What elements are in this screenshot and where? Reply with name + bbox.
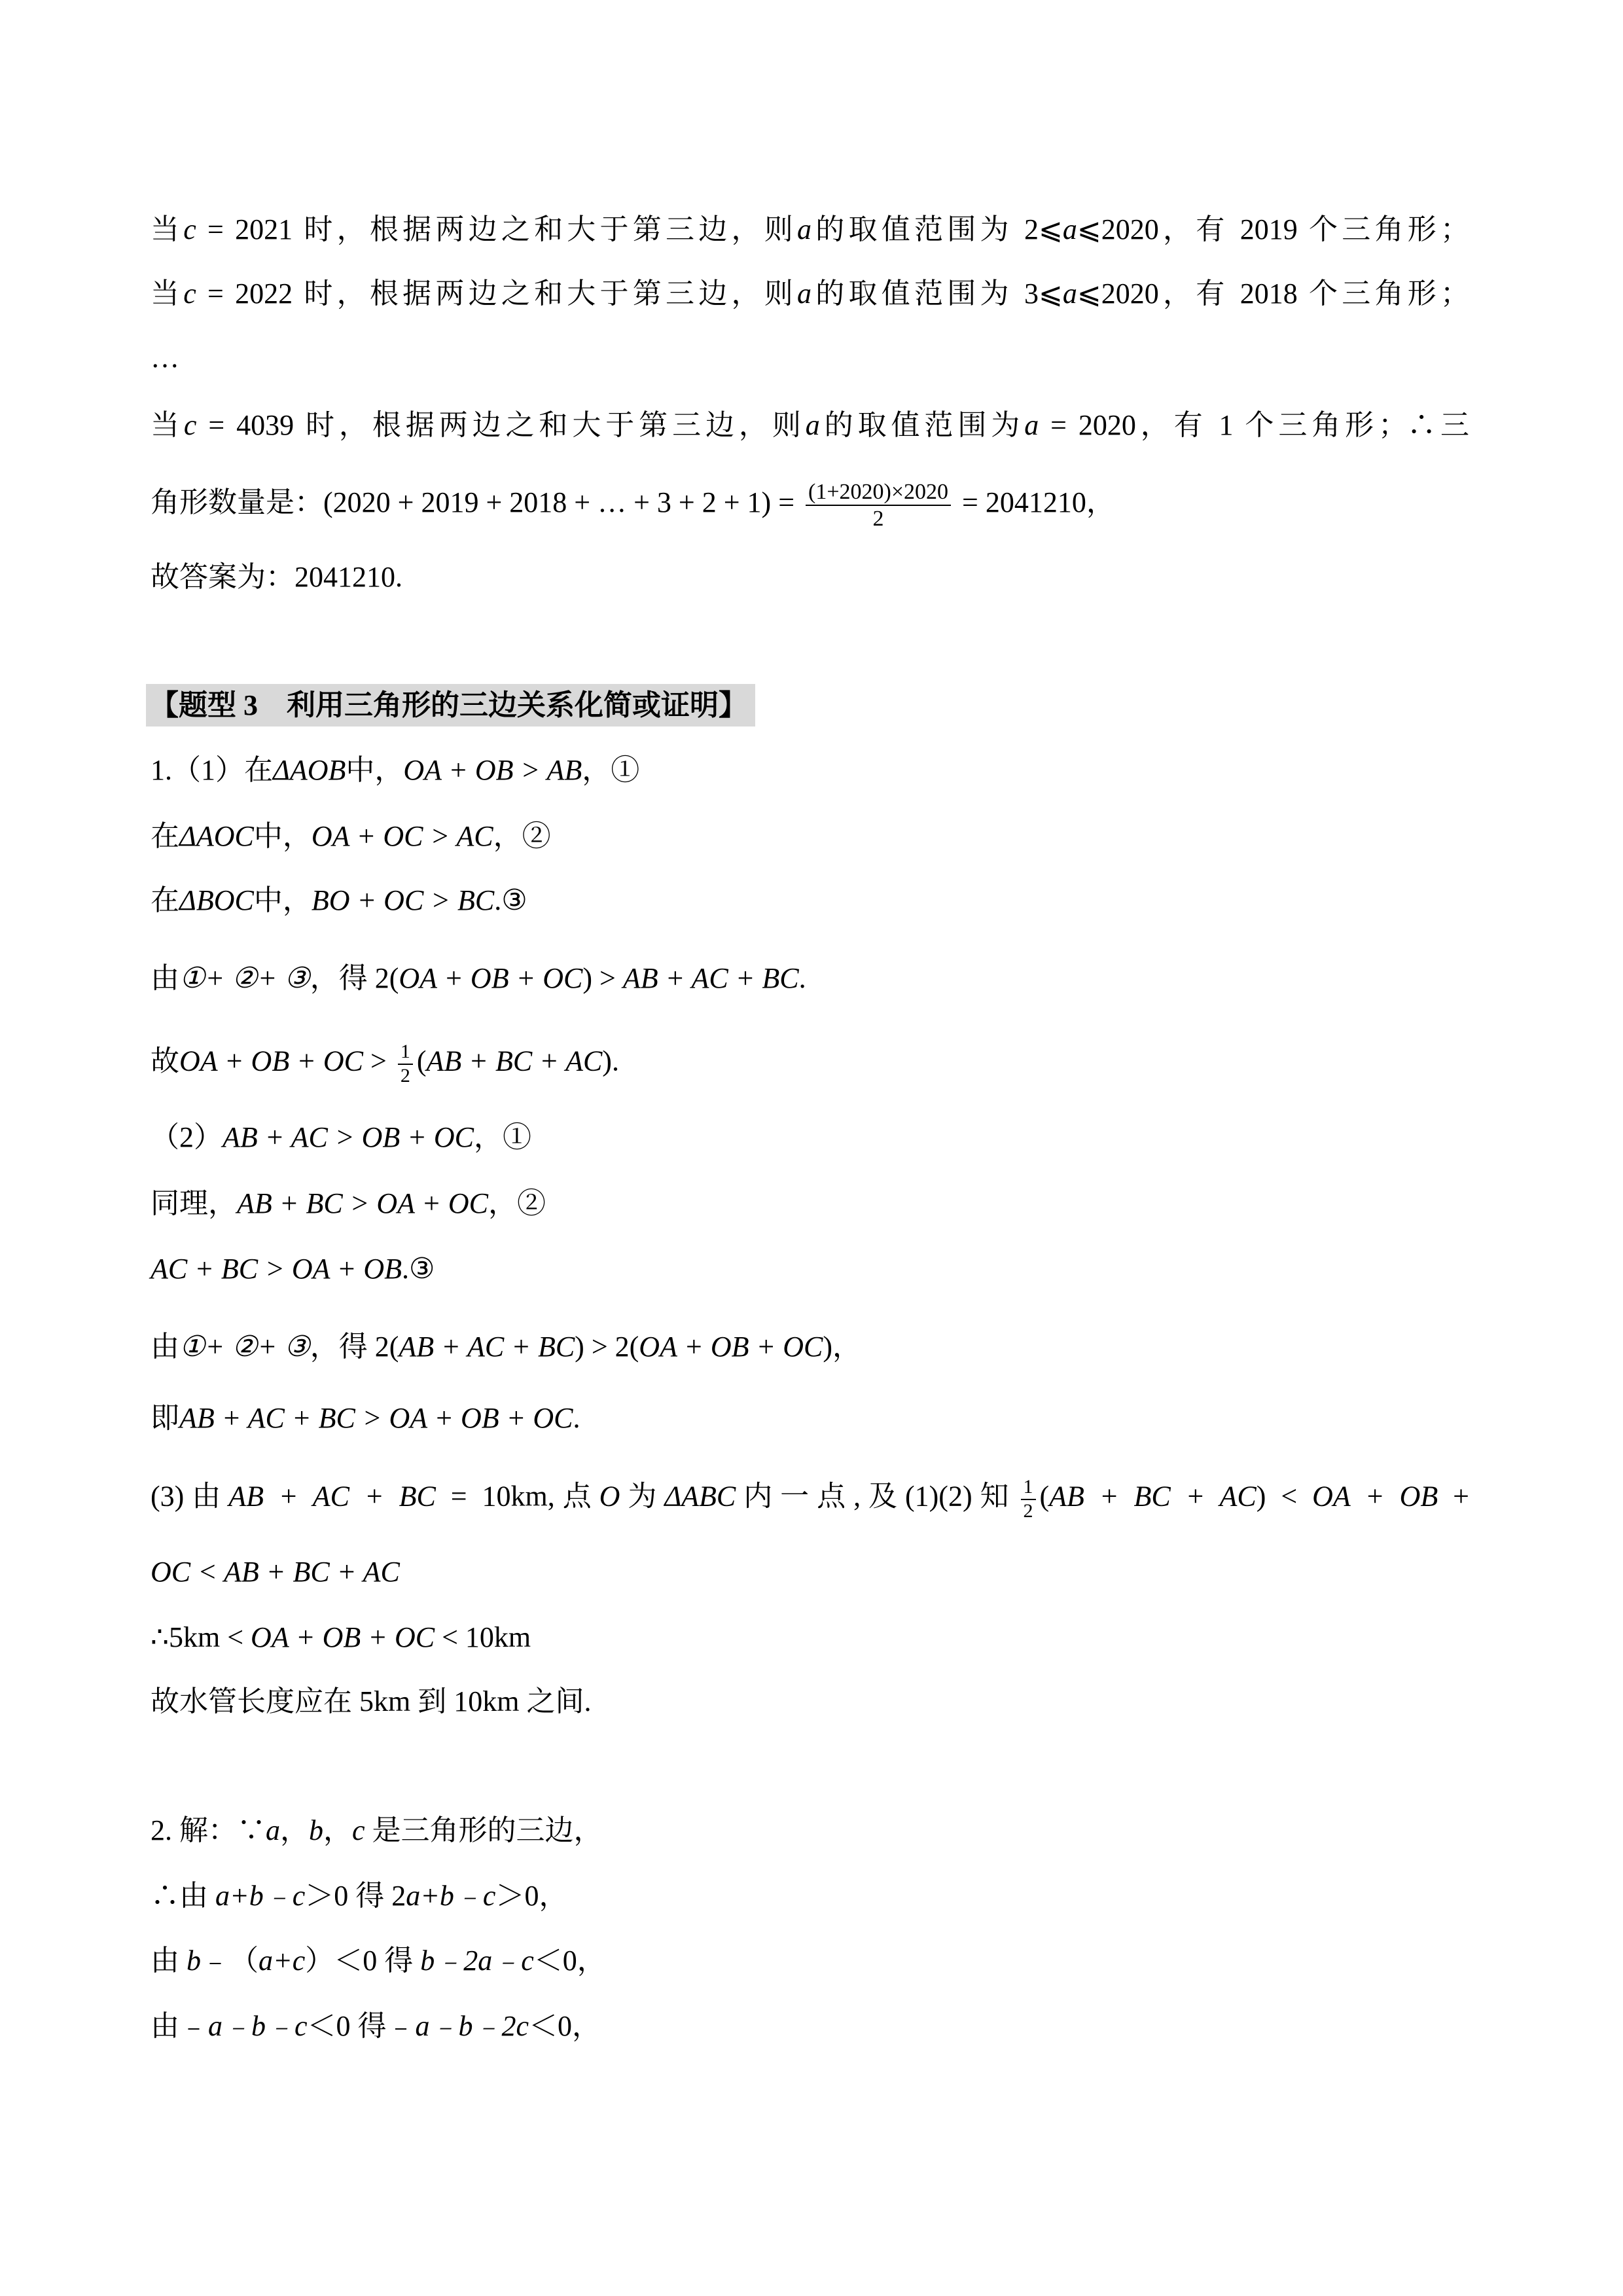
solution-line <box>151 881 527 920</box>
math-expr: OA + OB + OC <box>399 962 583 994</box>
math-expr: OA + OB + OC <box>179 1045 364 1077</box>
math-expr: BO + OC > BC <box>311 884 495 916</box>
math-expr: a+b﹣c <box>215 1880 306 1912</box>
text-run: < 10km <box>435 1621 531 1653</box>
text-run: ， <box>323 1814 352 1846</box>
conclusion-line <box>151 1682 591 1721</box>
text-run: 2. 解：∵ <box>151 1814 266 1846</box>
solution-line <box>151 1941 606 1981</box>
solution-line <box>151 479 1115 531</box>
text-run: ， <box>280 1814 309 1846</box>
text-run: 在 <box>151 820 179 852</box>
solution-line <box>151 1399 580 1438</box>
fraction-numerator: (1+2020)×2020 <box>806 479 951 506</box>
text-run: ∴由 <box>151 1880 215 1912</box>
text-run: .③ <box>494 884 527 916</box>
math-expr: a <box>266 1814 280 1846</box>
section-heading: 【题型 3 利用三角形的三边关系化简或证明】 <box>146 684 755 726</box>
solution-line <box>151 2007 601 2046</box>
math-expr: b <box>187 1945 201 1977</box>
solution-line <box>151 1552 400 1592</box>
fraction-denominator: 2 <box>400 1064 410 1086</box>
math-expr: OA + OB + OC <box>251 1621 435 1653</box>
text-run: ＜0 得﹣ <box>307 2010 416 2042</box>
math-expr: ①+ ②+ ③ <box>179 1331 310 1363</box>
solution-line <box>151 751 639 790</box>
text-run: … <box>151 342 179 374</box>
math-expr: c <box>183 278 196 310</box>
text-run: 当 <box>151 213 184 245</box>
text-run: 是三角形的三边， <box>365 1814 603 1846</box>
text-run: ，② <box>488 1187 546 1219</box>
solution-line <box>151 1811 603 1850</box>
text-run: . <box>798 962 806 994</box>
text-run: 由﹣ <box>151 2010 208 2042</box>
math-expr: OA + OC > AC <box>311 820 493 852</box>
text-run: ＜0， <box>529 2010 601 2042</box>
math-expr: OA + OB <box>1312 1480 1438 1513</box>
text-run: + <box>1438 1480 1469 1513</box>
solution-line <box>151 1041 619 1086</box>
math-expr: AB + BC > OA + OC <box>237 1187 489 1219</box>
math-expr: c <box>183 213 196 245</box>
text-run: ) > <box>582 962 623 994</box>
math-expr: AB + BC + AC <box>1049 1480 1257 1513</box>
solution-line <box>151 1618 531 1657</box>
text-run: 同理， <box>151 1187 237 1219</box>
math-expr: c <box>183 409 197 441</box>
math-expr: AB + BC + AC <box>426 1045 603 1077</box>
text-run: ，② <box>493 820 551 852</box>
text-run: ，得 2( <box>310 962 399 994</box>
text-run: )， <box>823 1331 861 1363</box>
math-expr: AC + BC > OA + OB <box>151 1253 402 1285</box>
math-expr: AB + AC > OB + OC <box>223 1121 474 1153</box>
ellipsis-line <box>151 338 179 378</box>
text-run: ⩽2020，有 2019 个三角形； <box>1077 213 1469 245</box>
text-run: 1.（1）在 <box>151 754 273 786</box>
math-expr: AB + AC + BC <box>399 1331 575 1363</box>
text-run: 由 <box>151 1331 179 1363</box>
text-run: = 2022 时，根据两边之和大于第三边，则 <box>196 278 798 310</box>
text-run: 为 <box>620 1480 665 1513</box>
text-run: = 2020，有 1 个三角形；∴三 <box>1039 409 1469 441</box>
text-run: 故 <box>151 1045 179 1077</box>
text-run: 中， <box>253 884 312 916</box>
fraction <box>1021 1476 1036 1522</box>
text-run: 当 <box>151 409 184 441</box>
solution-line <box>151 1118 531 1157</box>
text-run: 故答案为：2041210. <box>151 561 402 593</box>
text-run: 当 <box>151 278 184 310</box>
text-run: 的取值范围为 <box>819 409 1025 441</box>
math-expr: c <box>352 1814 365 1846</box>
text-run: ﹣（ <box>201 1945 259 1977</box>
text-run: ∴5km < <box>151 1621 251 1653</box>
math-expr: ΔAOB <box>273 754 346 786</box>
math-expr: OA + OB + OC <box>639 1331 823 1363</box>
text-run: ⩽2020，有 2018 个三角形； <box>1077 278 1469 310</box>
text-run: 内一点,及(1)(2)知 <box>736 1480 1017 1513</box>
solution-line <box>151 1184 546 1223</box>
solution-line <box>151 1327 861 1367</box>
math-expr: a+c <box>259 1945 306 1977</box>
solution-line <box>151 406 1469 445</box>
fraction <box>398 1041 413 1087</box>
text-run: ，得 2( <box>310 1331 399 1363</box>
text-run: . <box>573 1402 580 1434</box>
math-expr: AB + AC + BC <box>622 962 799 994</box>
text-run: ，① <box>582 754 640 786</box>
text-run: ) > 2( <box>575 1331 639 1363</box>
text-run: ) < <box>1256 1480 1313 1513</box>
text-run: 由 <box>151 1945 187 1977</box>
solution-line <box>151 959 806 998</box>
text-run: = 2041210， <box>955 486 1115 519</box>
text-run: 由 <box>151 962 179 994</box>
math-expr: a﹣b﹣c <box>208 2010 308 2042</box>
solution-line <box>151 817 551 856</box>
math-expr: ΔABC <box>664 1480 736 1513</box>
text-run: ＞0， <box>495 1880 568 1912</box>
math-expr: AB + AC + BC > OA + OB + OC <box>179 1402 573 1434</box>
math-expr: ①+ ②+ ③ <box>179 962 310 994</box>
text-run: = 4039 时，根据两边之和大于第三边，则 <box>196 409 806 441</box>
text-run: ( <box>1039 1480 1050 1513</box>
text-run: = 2021 时，根据两边之和大于第三边，则 <box>196 213 798 245</box>
fraction-numerator: 1 <box>1021 1476 1036 1500</box>
fraction-numerator: 1 <box>398 1041 413 1065</box>
fraction-denominator: 2 <box>872 507 884 531</box>
text-run: （2） <box>151 1121 223 1153</box>
text-run: 中， <box>253 820 312 852</box>
math-expr: O <box>599 1480 620 1513</box>
solution-line <box>151 274 1469 314</box>
text-run: = 10km,点 <box>435 1480 599 1513</box>
math-expr: AB + AC + BC <box>228 1480 436 1513</box>
text-run: ，① <box>474 1121 532 1153</box>
text-run: ). <box>602 1045 619 1077</box>
text-run: 即 <box>151 1402 179 1434</box>
text-run: ＞0 得 2 <box>305 1880 406 1912</box>
math-expr: ΔAOC <box>179 820 254 852</box>
math-expr: a <box>805 409 820 441</box>
text-run: 的取值范围为 2⩽ <box>812 213 1063 245</box>
math-expr: a <box>797 278 812 310</box>
math-expr: OA + OB > AB <box>403 754 582 786</box>
math-expr: a﹣b﹣2c <box>415 2010 529 2042</box>
solution-line <box>151 1249 435 1289</box>
math-expr: a <box>1062 278 1077 310</box>
text-run: ）＜0 得 <box>305 1945 421 1977</box>
text-run: ＜0， <box>533 1945 606 1977</box>
solution-line <box>151 210 1469 249</box>
math-expr: OC < AB + BC + AC <box>151 1556 400 1588</box>
solution-line <box>151 1476 1469 1522</box>
text-run: 角形数量是：(2020 + 2019 + 2018 + … + 3 + 2 + 1) = <box>151 486 802 519</box>
math-expr: a+b﹣c <box>406 1880 496 1912</box>
text-run: > <box>363 1045 394 1077</box>
math-expr: b <box>309 1814 323 1846</box>
math-expr: b﹣2a﹣c <box>420 1945 534 1977</box>
text-run: .③ <box>402 1253 435 1285</box>
math-expr: a <box>797 213 812 245</box>
math-expr: ΔBOC <box>179 884 254 916</box>
text-run: ( <box>416 1045 427 1077</box>
math-expr: a <box>1024 409 1039 441</box>
text-run: 中， <box>346 754 404 786</box>
text-run: 在 <box>151 884 179 916</box>
text-run: 故水管长度应在 5km 到 10km 之间. <box>151 1685 592 1717</box>
math-expr: a <box>1062 213 1077 245</box>
text-run: 的取值范围为 3⩽ <box>812 278 1063 310</box>
fraction-denominator: 2 <box>1023 1499 1033 1522</box>
fraction <box>806 479 951 531</box>
answer-line <box>151 558 402 597</box>
solution-line <box>151 1876 567 1916</box>
text-run: (3)由 <box>151 1480 229 1513</box>
